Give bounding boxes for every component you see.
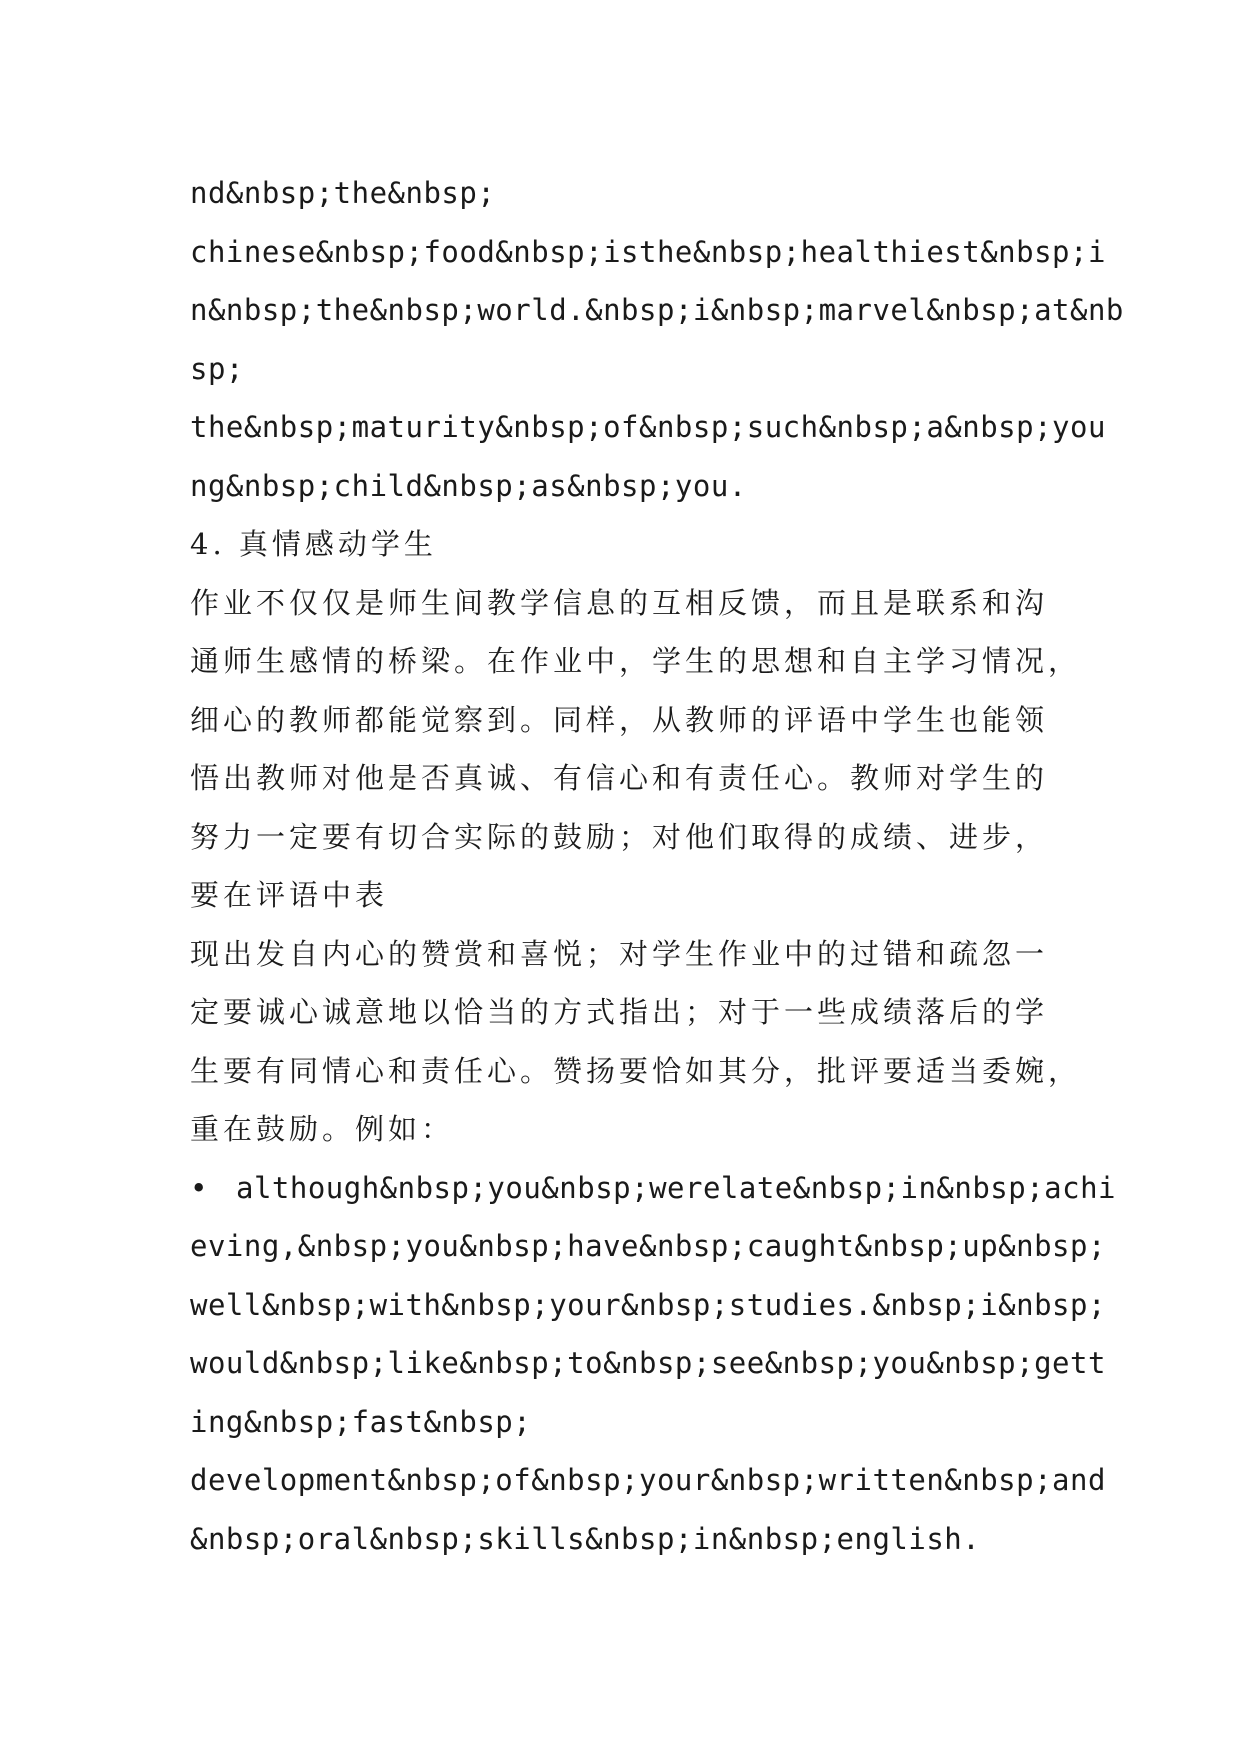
paragraph-line: 定要诚心诚意地以恰当的方式指出；对于一些成绩落后的学 [190,995,1049,1029]
paragraph-line: 细心的教师都能觉察到。同样，从教师的评语中学生也能领 [190,702,1049,737]
text-line: n&nbsp;the&nbsp;world.&nbsp;i&nbsp;marvel&nbsp;at&nb [190,293,1124,327]
bullet-line [190,1159,1117,1218]
text-line: ing&nbsp;fast&nbsp; [190,1404,532,1439]
section-heading: 4. 真情感动学生 [190,527,437,561]
document-body [190,164,1124,1568]
text-line: nd&nbsp;the&nbsp; [190,176,496,210]
paragraph-line: 努力一定要有切合实际的鼓励；对他们取得的成绩、进步， [190,819,1049,854]
text-line: chinese&nbsp;food&nbsp;isthe&nbsp;healthiest&nbsp;i [190,234,1106,269]
paragraph-line: 要在评语中表 [190,878,389,912]
paragraph-line: 悟出教师对他是否真诚、有信心和有责任心。教师对学生的 [190,761,1049,795]
text-line: the&nbsp;maturity&nbsp;of&nbsp;such&nbsp;a&nbsp;you [190,410,1106,444]
paragraph-line: 重在鼓励。例如： [190,1112,455,1146]
text-line: &nbsp;oral&nbsp;skills&nbsp;in&nbsp;english. [190,1521,981,1556]
text-line: sp; [190,351,244,386]
text-line: development&nbsp;of&nbsp;your&nbsp;written&nbsp;and [190,1463,1106,1497]
paragraph-line: 现出发自内心的赞赏和喜悦；对学生作业中的过错和疏忽一 [190,936,1049,971]
bullet-text: although&nbsp;you&nbsp;werelate&nbsp;in&nbsp;achi [236,1170,1117,1205]
paragraph-line: 生要有同情心和责任心。赞扬要恰如其分，批评要适当委婉， [190,1053,1082,1088]
text-line: eving,&nbsp;you&nbsp;have&nbsp;caught&nbsp;up&nbsp; [190,1229,1106,1263]
paragraph-line: 作业不仅仅是师生间教学信息的互相反馈，而且是联系和沟 [190,585,1049,620]
text-line: well&nbsp;with&nbsp;your&nbsp;studies.&nbsp;i&nbsp; [190,1287,1106,1322]
text-line: would&nbsp;like&nbsp;to&nbsp;see&nbsp;you&nbsp;gett [190,1346,1106,1380]
paragraph-line: 通师生感情的桥梁。在作业中，学生的思想和自主学习情况， [190,644,1082,678]
bullet-icon: • [190,1170,208,1205]
text-line: ng&nbsp;child&nbsp;as&nbsp;you. [190,468,747,503]
